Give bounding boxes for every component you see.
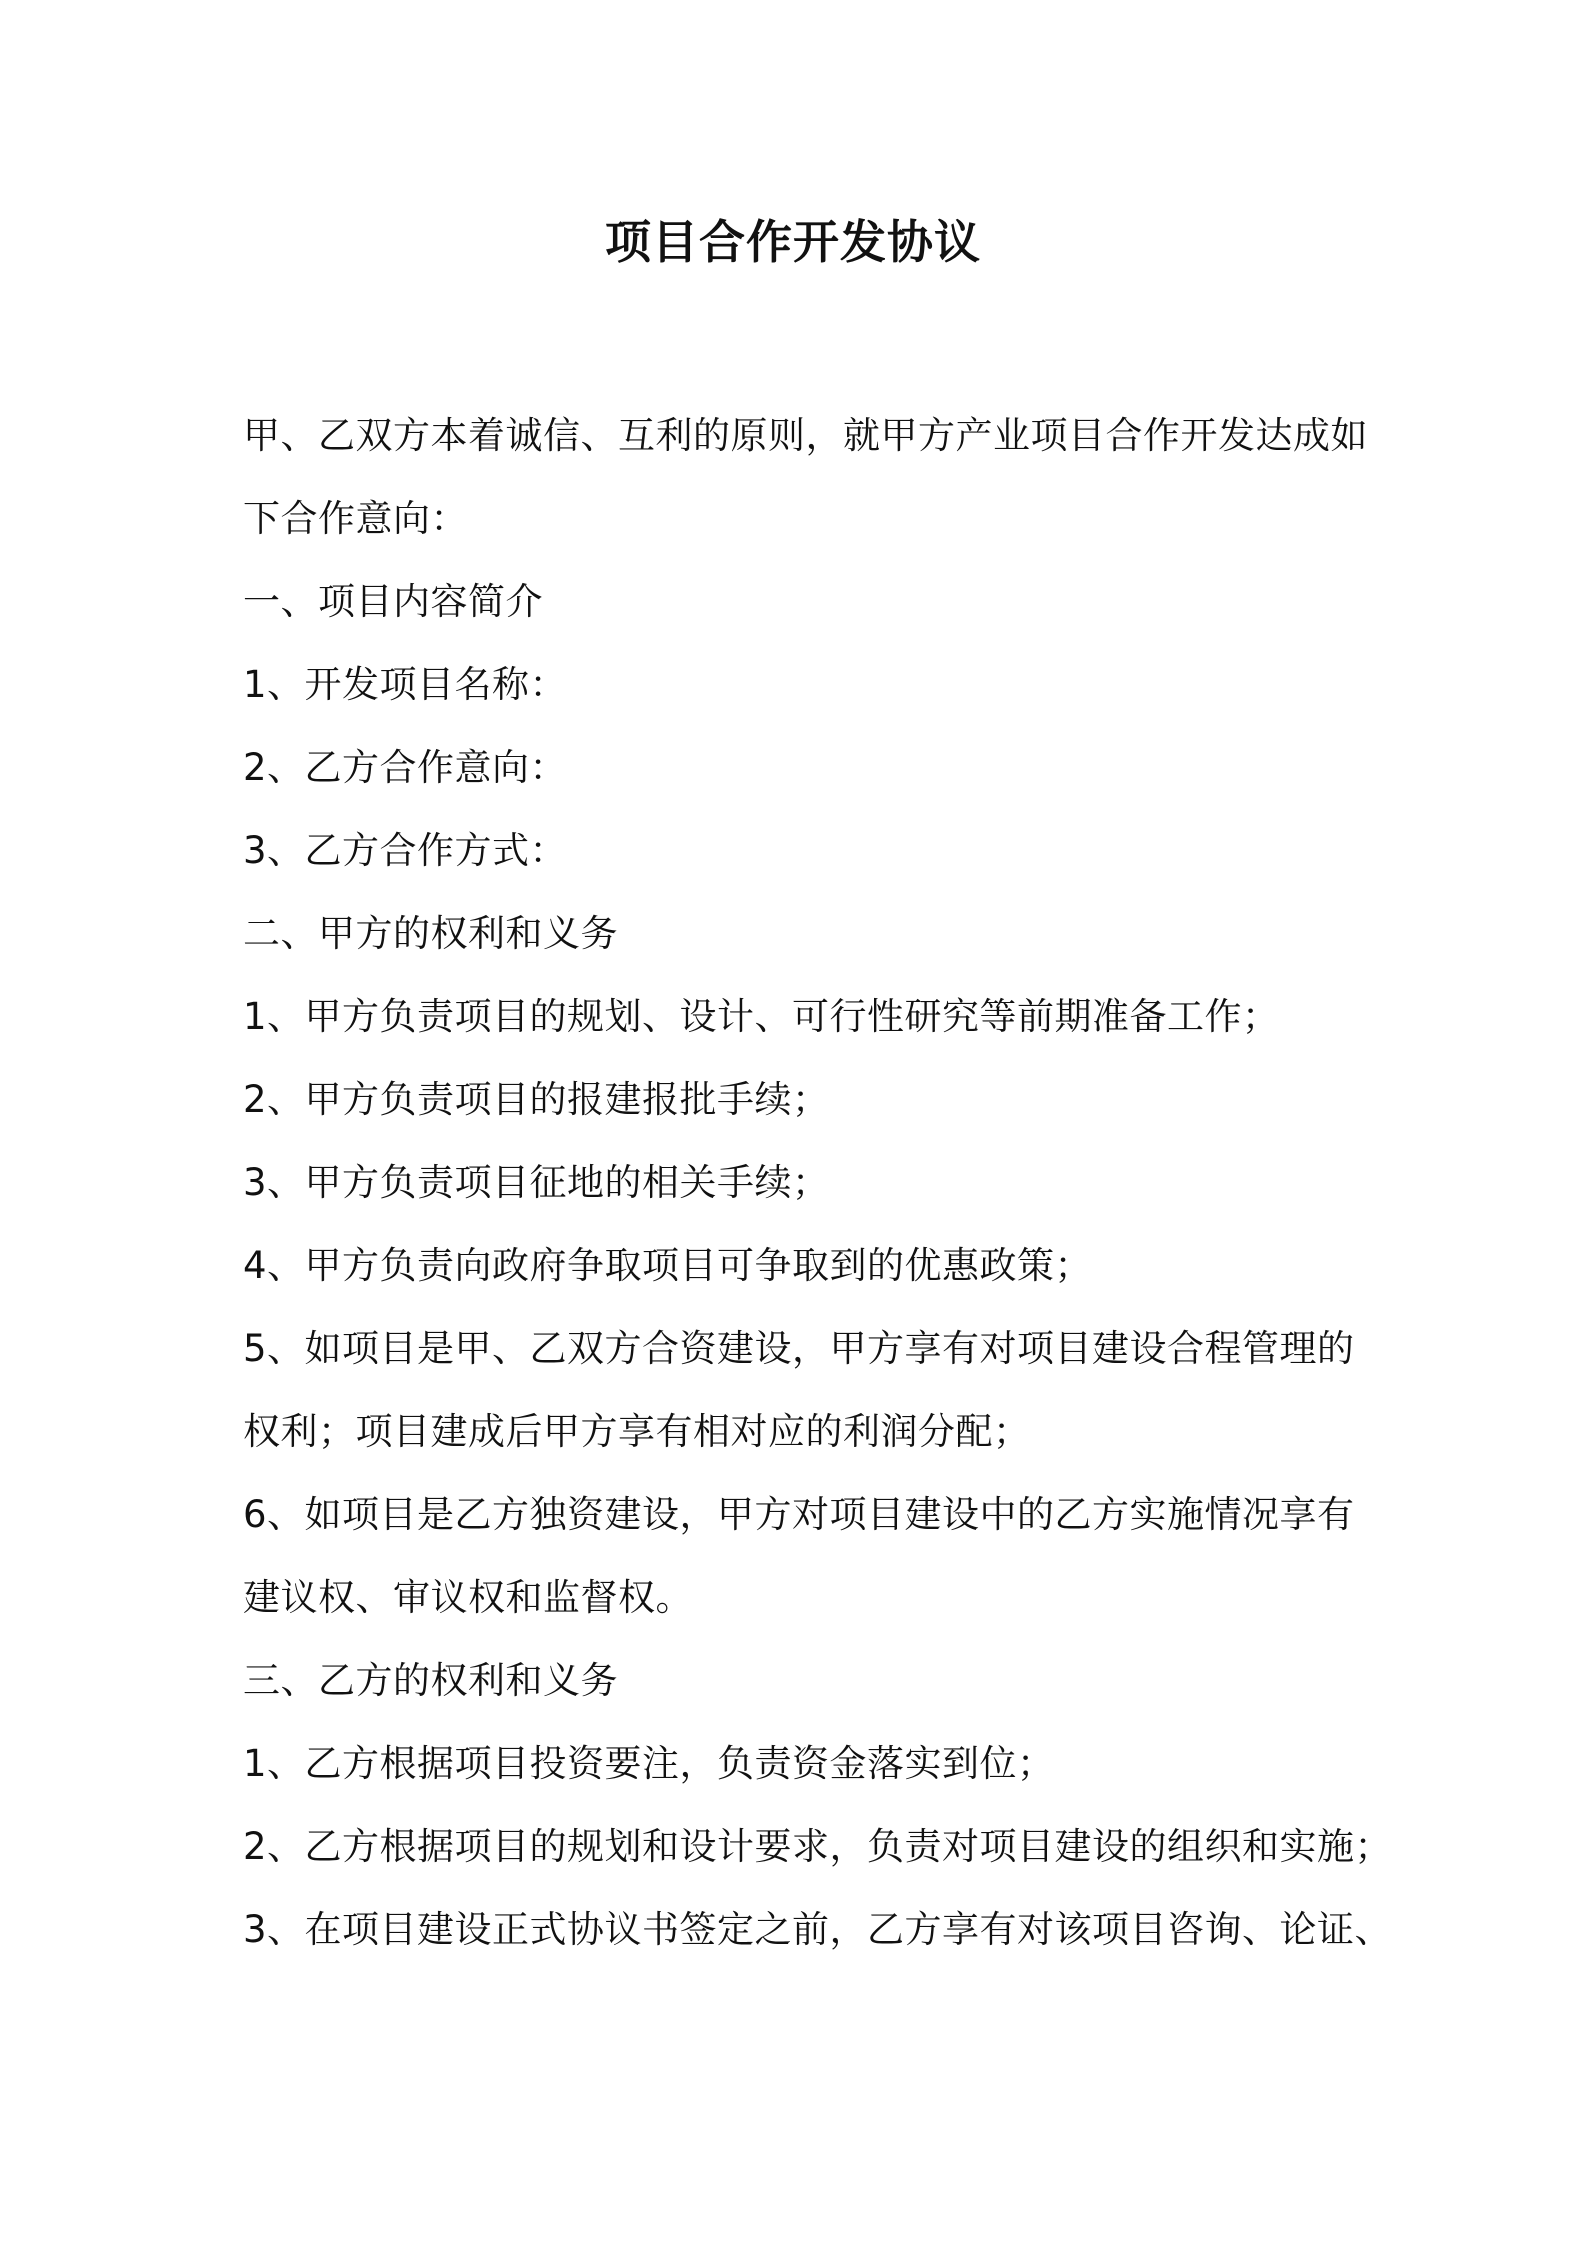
list-item-continuation: 权利；项目建成后甲方享有相对应的利润分配； — [243, 1410, 1031, 1453]
section-heading-1: 一、项目内容简介 — [243, 580, 543, 623]
list-item: 6、如项目是乙方独资建设，甲方对项目建设中的乙方实施情况享有 — [243, 1493, 1355, 1536]
list-item: 4、甲方负责向政府争取项目可争取到的优惠政策； — [243, 1244, 1093, 1287]
list-item: 1、乙方根据项目投资要注，负责资金落实到位； — [243, 1742, 1055, 1785]
list-item: 3、乙方合作方式： — [243, 829, 568, 872]
intro-line-2: 下合作意向： — [243, 497, 468, 540]
list-item: 1、开发项目名称： — [243, 663, 568, 706]
list-item-continuation: 建议权、审议权和监督权。 — [243, 1576, 693, 1619]
list-item: 1、甲方负责项目的规划、设计、可行性研究等前期准备工作； — [243, 995, 1280, 1038]
intro-line-1: 甲、乙双方本着诚信、互利的原则，就甲方产业项目合作开发达成如 — [243, 414, 1368, 457]
list-item: 5、如项目是甲、乙双方合资建设，甲方享有对项目建设合程管理的 — [243, 1327, 1355, 1370]
list-item: 3、在项目建设正式协议书签定之前，乙方享有对该项目咨询、论证、 — [243, 1908, 1393, 1951]
section-heading-3: 三、乙方的权利和义务 — [243, 1659, 618, 1702]
document-title: 项目合作开发协议 — [605, 215, 981, 269]
list-item: 2、乙方根据项目的规划和设计要求，负责对项目建设的组织和实施； — [243, 1825, 1393, 1868]
list-item: 3、甲方负责项目征地的相关手续； — [243, 1161, 830, 1204]
section-heading-2: 二、甲方的权利和义务 — [243, 912, 618, 955]
list-item: 2、甲方负责项目的报建报批手续； — [243, 1078, 830, 1121]
list-item: 2、乙方合作意向： — [243, 746, 568, 789]
